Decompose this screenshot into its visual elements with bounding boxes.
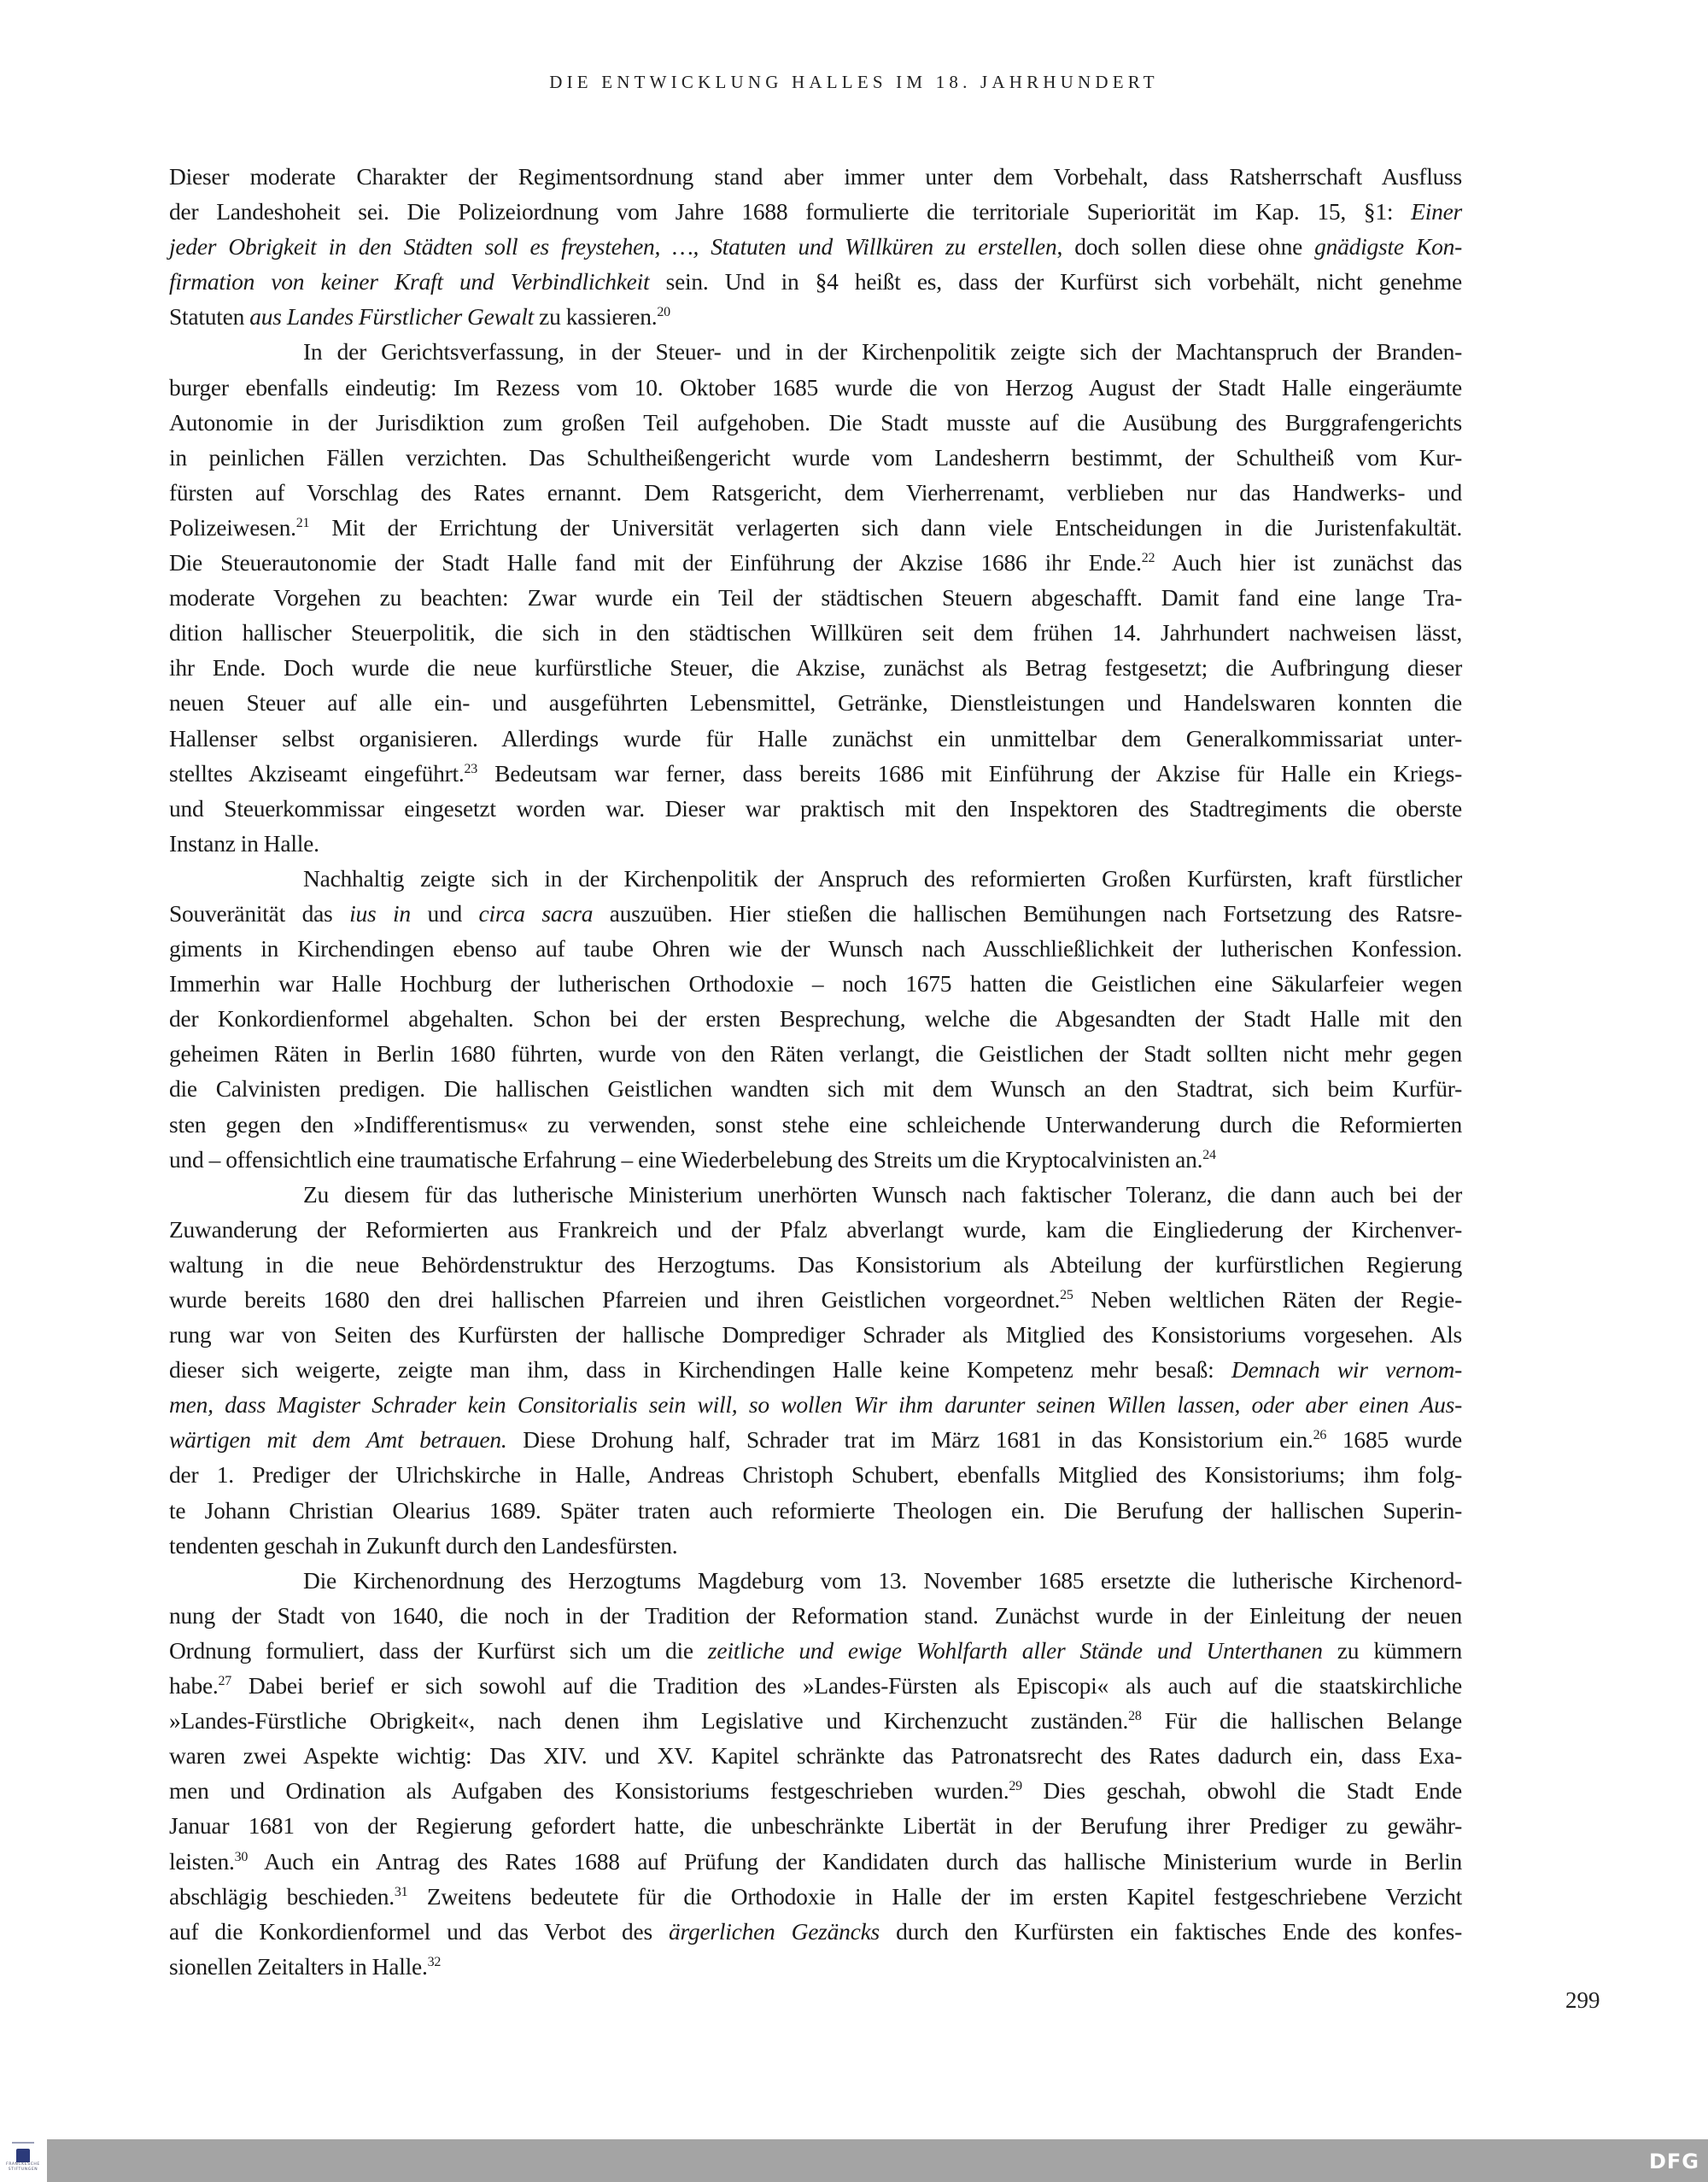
text-line [169,1598,1462,1633]
text-line [169,1177,1462,1212]
logo-roof-icon [12,2142,34,2147]
text-line [169,159,1462,194]
text-line [169,1457,1462,1492]
text-segment: Immerhin war Halle Hochburg der lutherischen Orthodoxie – noch 1675 hatten die Geistlichen eine Säkularfeier wegen [169,970,1462,997]
text-line [169,615,1462,650]
text-line [169,1738,1462,1773]
italic-quote: aus Landes Fürstlicher Gewalt [249,303,534,331]
footnote-marker: 29 [1009,1779,1022,1794]
text-line [169,1703,1462,1738]
text-segment: durch den Kurfürsten ein faktisches Ende des konfes- [880,1917,1462,1945]
text-segment: Neben weltlichen Räten der Regie- [1073,1286,1462,1313]
text-line [169,1528,1462,1563]
text-line [169,826,1462,861]
text-segment: »Landes-Fürstliche Obrigkeit«, nach denen ihm Legislative und Kirchenzucht zuständen. [169,1707,1129,1734]
footnote-marker: 32 [427,1954,442,1969]
text-segment: Hallenser selbst organisieren. Allerdings wurde für Halle zunächst ein unmittelbar dem Generalkommissariat unter- [169,724,1462,752]
text-segment: 1685 wurde [1326,1426,1462,1454]
footnote-marker: 24 [1202,1147,1216,1162]
text-line [169,1563,1462,1598]
text-segment: Auch hier ist zunächst das [1155,549,1462,576]
text-segment: In der Gerichtsverfassung, in der Steuer- und in der Kirchenpolitik zeigte sich der Machtanspruch der Branden- [303,338,1462,366]
text-line [169,1317,1462,1352]
text-segment: Bedeutsam war ferner, dass bereits 1686 mit Einführung der Akzise für Halle ein Kriegs- [477,759,1462,787]
text-line [169,510,1462,545]
paragraph [169,861,1462,1177]
text-line [169,1247,1462,1282]
text-line [169,1949,1462,1984]
text-segment: Instanz in Halle. [169,829,319,857]
text-segment: Dies geschah, obwohl die Stadt Ende [1021,1777,1463,1805]
text-segment: ihr Ende. Doch wurde die neue kurfürstliche Steuer, die Akzise, zunächst als Betrag festgesetzt; die Aufbringung dieser [169,654,1462,682]
text-line [169,1142,1462,1177]
text-segment: giments in Kirchendingen ebenso auf taube Ohren wie der Wunsch nach Ausschließlichkeit der lutherischen Konfession. [169,935,1462,962]
text-line [169,1212,1462,1247]
footnote-marker: 28 [1128,1709,1142,1724]
paragraph [169,1563,1462,1984]
footer-bar [47,2139,1708,2182]
text-segment: sein. Und in §4 heißt es, dass der Kurfürst sich vorbehält, nicht genehme [649,268,1463,295]
text-line [169,1387,1462,1422]
text-segment: Autonomie in der Jurisdiktion zum großen Teil aufgehoben. Die Stadt musste auf die Ausübung des Burggrafengerichts [169,408,1462,436]
text-segment: Polizeiwesen. [169,513,296,541]
text-line [169,650,1462,685]
italic-quote: Einer [1411,198,1462,225]
running-head: DIE ENTWICKLUNG HALLES IM 18. JAHRHUNDERT [549,72,1159,92]
paragraph [169,1177,1462,1563]
text-line [169,1668,1462,1703]
italic-quote: ius in [349,899,411,927]
text-segment: tendenten geschah in Zukunft durch den Landesfürsten. [169,1531,678,1559]
text-line [169,580,1462,615]
italic-quote: Demnach wir vernom- [1231,1356,1462,1383]
text-segment: und – offensichtlich eine traumatische Erfahrung – eine Wiederbelebung des Streits um die Kryptocalvinisten an. [169,1145,1203,1173]
text-line [169,861,1462,896]
text-line [169,334,1462,369]
text-line [169,370,1462,405]
text-segment: Zuwanderung der Reformierten aus Frankreich und der Pfalz abverlangt wurde, kam die Eingliederung der Kirchenver- [169,1215,1462,1243]
text-segment: auf die Konkordienformel und das Verbot des [169,1917,670,1945]
text-line [169,1914,1462,1949]
text-segment: der 1. Prediger der Ulrichskirche in Halle, Andreas Christoph Schubert, ebenfalls Mitglied des Konsistoriums; ihm folg- [169,1461,1462,1489]
text-line [169,229,1462,264]
italic-quote: firmation von keiner Kraft und Verbindlichkeit [169,268,650,295]
text-line [169,405,1462,440]
text-line [169,1633,1462,1668]
text-segment: Souveränität das [169,899,350,927]
text-segment: Zu diesem für das lutherische Ministerium unerhörten Wunsch nach faktischer Toleranz, die dann auch bei der [303,1180,1462,1208]
text-segment: und Steuerkommissar eingesetzt worden war. Dieser war praktisch mit den Inspektoren des Stadtregiments die oberste [169,794,1462,822]
text-segment: Diese Drohung half, Schrader trat im März 1681 in das Konsistorium ein. [506,1426,1313,1454]
text-line [169,1808,1462,1843]
footnote-marker: 31 [394,1884,408,1899]
text-segment: Die Kirchenordnung des Herzogtums Magdeburg vom 13. November 1685 ersetzte die lutherische Kirchenord- [303,1566,1462,1594]
text-segment: rung war von Seiten des Kurfürsten der hallische Domprediger Schrader als Mitglied des Konsistoriums vorgesehen. Als [169,1321,1462,1348]
text-line [169,299,1462,334]
text-segment: in peinlichen Fällen verzichten. Das Schultheißengericht wurde vom Landesherrn bestimmt, der Schultheiß vom Kur- [169,443,1462,471]
text-segment: Dabei berief er sich sowohl auf die Tradition des »Landes-Fürsten als Episcopi« als auch auf die staatskirchliche [231,1672,1462,1699]
text-line [169,194,1462,229]
italic-quote: gnädigste Kon- [1314,233,1462,260]
italic-quote: men, dass Magister Schrader kein Consitorialis sein will, so wollen Wir ihm darunter seinen Willen lassen, oder aber einen Aus- [169,1391,1462,1419]
italic-quote: circa sacra [478,899,594,927]
text-line [169,1282,1462,1317]
text-segment: Auch ein Antrag des Rates 1688 auf Prüfung der Kandidaten durch das hallische Ministerium wurde in Berlin [248,1847,1462,1875]
text-segment: sten gegen den »Indifferentismus« zu verwenden, sonst stehe eine schleichende Unterwanderung durch die Reformierten [169,1110,1462,1138]
text-segment: geheimen Räten in Berlin 1680 führten, wurde von den Räten verlangt, die Geistlichen der Stadt sollten nicht mehr gegen [169,1040,1462,1068]
footnote-marker: 27 [218,1674,232,1689]
text-line [169,1352,1462,1387]
text-segment: Januar 1681 von der Regierung gefordert hatte, die unbeschränkte Libertät in der Berufung ihrer Prediger zu gewähr- [169,1812,1462,1840]
text-segment: waren zwei Aspekte wichtig: Das XIV. und XV. Kapitel schränkte das Patronatsrecht des Rates dadurch ein, dass Exa- [169,1742,1462,1770]
text-segment: leisten. [169,1847,235,1875]
text-line [169,1107,1462,1142]
text-segment: Zweitens bedeutete für die Orthodoxie in Halle der im ersten Kapitel festgeschriebene Verzicht [407,1882,1462,1910]
text-segment: dieser sich weigerte, zeigte man ihm, dass in Kirchendingen Halle keine Kompetenz mehr besaß: [169,1356,1231,1383]
text-segment: burger ebenfalls eindeutig: Im Rezess vom 10. Oktober 1685 wurde die von Herzog August der Stadt Halle eingeräumte [169,373,1462,401]
text-segment: habe. [169,1672,219,1699]
text-line [169,966,1462,1001]
text-line [169,931,1462,966]
text-segment: der Konkordienformel abgehalten. Schon bei der ersten Besprechung, welche die Abgesandten der Stadt Halle mit den [169,1005,1462,1033]
footnote-marker: 21 [295,515,310,530]
text-line [169,685,1462,720]
text-line [169,264,1462,299]
text-line [169,1422,1462,1457]
footnote-marker: 23 [464,761,478,776]
body-text [169,159,1462,1984]
text-line [169,1844,1462,1879]
text-line [169,791,1462,826]
text-segment: Für die hallischen Belange [1141,1707,1462,1734]
footnote-marker: 26 [1313,1428,1327,1443]
franckesche-stiftungen-logo [2,2142,44,2181]
page-number: 299 [1565,1987,1600,2013]
italic-quote: zeitliche und ewige Wohlfarth aller Stände und Unterthanen [707,1636,1323,1664]
text-line [169,896,1462,931]
logo-label-line2: STIFTUNGEN [8,2167,38,2172]
italic-quote: wärtigen mit dem Amt betrauen. [169,1426,507,1454]
text-segment: sionellen Zeitalters in Halle. [169,1952,428,1980]
footnote-marker: 22 [1141,551,1155,566]
footnote-marker: 30 [234,1849,249,1864]
text-segment: Dieser moderate Charakter der Regimentsordnung stand aber immer unter dem Vorbehalt, dass Ratsherrschaft Ausfluss [169,163,1462,190]
text-segment: wurde bereits 1680 den drei hallischen Pfarreien und ihren Geistlichen vorgeordnet. [169,1286,1061,1313]
text-line [169,756,1462,791]
text-line [169,475,1462,510]
text-line [169,545,1462,580]
text-segment: zu kümmern [1322,1636,1462,1664]
text-segment: Ordnung formuliert, dass der Kurfürst sich um die [169,1636,708,1664]
text-segment: zu kassieren. [533,303,658,331]
text-line [169,721,1462,756]
text-segment: Nachhaltig zeigte sich in der Kirchenpolitik der Anspruch des reformierten Großen Kurfürsten, kraft fürstlicher [303,864,1462,892]
text-segment: Mit der Errichtung der Universität verlagerten sich dann viele Entscheidungen in die Juristenfakultät. [309,513,1462,541]
text-line [169,440,1462,475]
text-segment: Die Steuerautonomie der Stadt Halle fand mit der Einführung der Akzise 1686 ihr Ende. [169,549,1142,576]
text-segment: auszuüben. Hier stießen die hallischen Bemühungen nach Fortsetzung des Ratsre- [593,899,1462,927]
text-segment: fürsten auf Vorschlag des Rates ernannt. Dem Ratsgericht, dem Vierherrenamt, verblieben nur das Handwerks- und [169,478,1462,506]
text-segment: moderate Vorgehen zu beachten: Zwar wurde ein Teil der städtischen Steuern abgeschafft. Damit fand eine lange Tra- [169,584,1462,611]
text-segment: te Johann Christian Olearius 1689. Später traten auch reformierte Theologen ein. Die Berufung der hallischen Superin- [169,1496,1462,1524]
text-segment: dition hallischer Steuerpolitik, die sich in den städtischen Willküren seit dem frühen 14. Jahrhundert nachweisen lässt, [169,619,1462,646]
text-segment: men und Ordination als Aufgaben des Konsistoriums festgeschrieben wurden. [169,1777,1009,1805]
text-line [169,1001,1462,1036]
logo-figure-icon [16,2149,30,2162]
dfg-logo: DFG [1648,2150,1699,2173]
text-line [169,1879,1462,1914]
text-segment: abschlägig beschieden. [169,1882,395,1910]
footnote-marker: 25 [1060,1288,1073,1302]
paragraph [169,159,1462,334]
text-segment: Statuten [169,303,250,331]
text-line [169,1493,1462,1528]
footnote-marker: 20 [657,305,670,320]
text-line [169,1071,1462,1106]
text-line [169,1773,1462,1808]
italic-quote: jeder Obrigkeit in den Städten soll es freystehen, …, Statuten und Willküren zu erstellen [169,233,1057,260]
text-segment: der Landeshoheit sei. Die Polizeiordnung vom Jahre 1688 formulierte die territoriale Superiorität im Kap. 15, §1: [169,198,1412,225]
text-segment: und [410,899,479,927]
paragraph [169,334,1462,860]
text-segment: waltung in die neue Behördenstruktur des Herzogtums. Das Konsistorium als Abteilung der kurfürstlichen Regierung [169,1250,1462,1278]
text-segment: , doch sollen diese ohne [1056,233,1315,260]
italic-quote: ärgerlichen Gezäncks [669,1917,880,1945]
text-segment: die Calvinisten predigen. Die hallischen Geistlichen wandten sich mit dem Wunsch an den Stadtrat, sich beim Kurfür- [169,1075,1462,1103]
text-segment: nung der Stadt von 1640, die noch in der Tradition der Reformation stand. Zunächst wurde in der Einleitung der neuen [169,1601,1462,1629]
text-segment: neuen Steuer auf alle ein- und ausgeführten Lebensmittel, Getränke, Dienstleistungen und Handelswaren konnten die [169,689,1462,717]
text-line [169,1036,1462,1071]
text-segment: stelltes Akziseamt eingeführt. [169,759,465,787]
logo-label-line1: FRANCKESCHE [6,2162,40,2167]
